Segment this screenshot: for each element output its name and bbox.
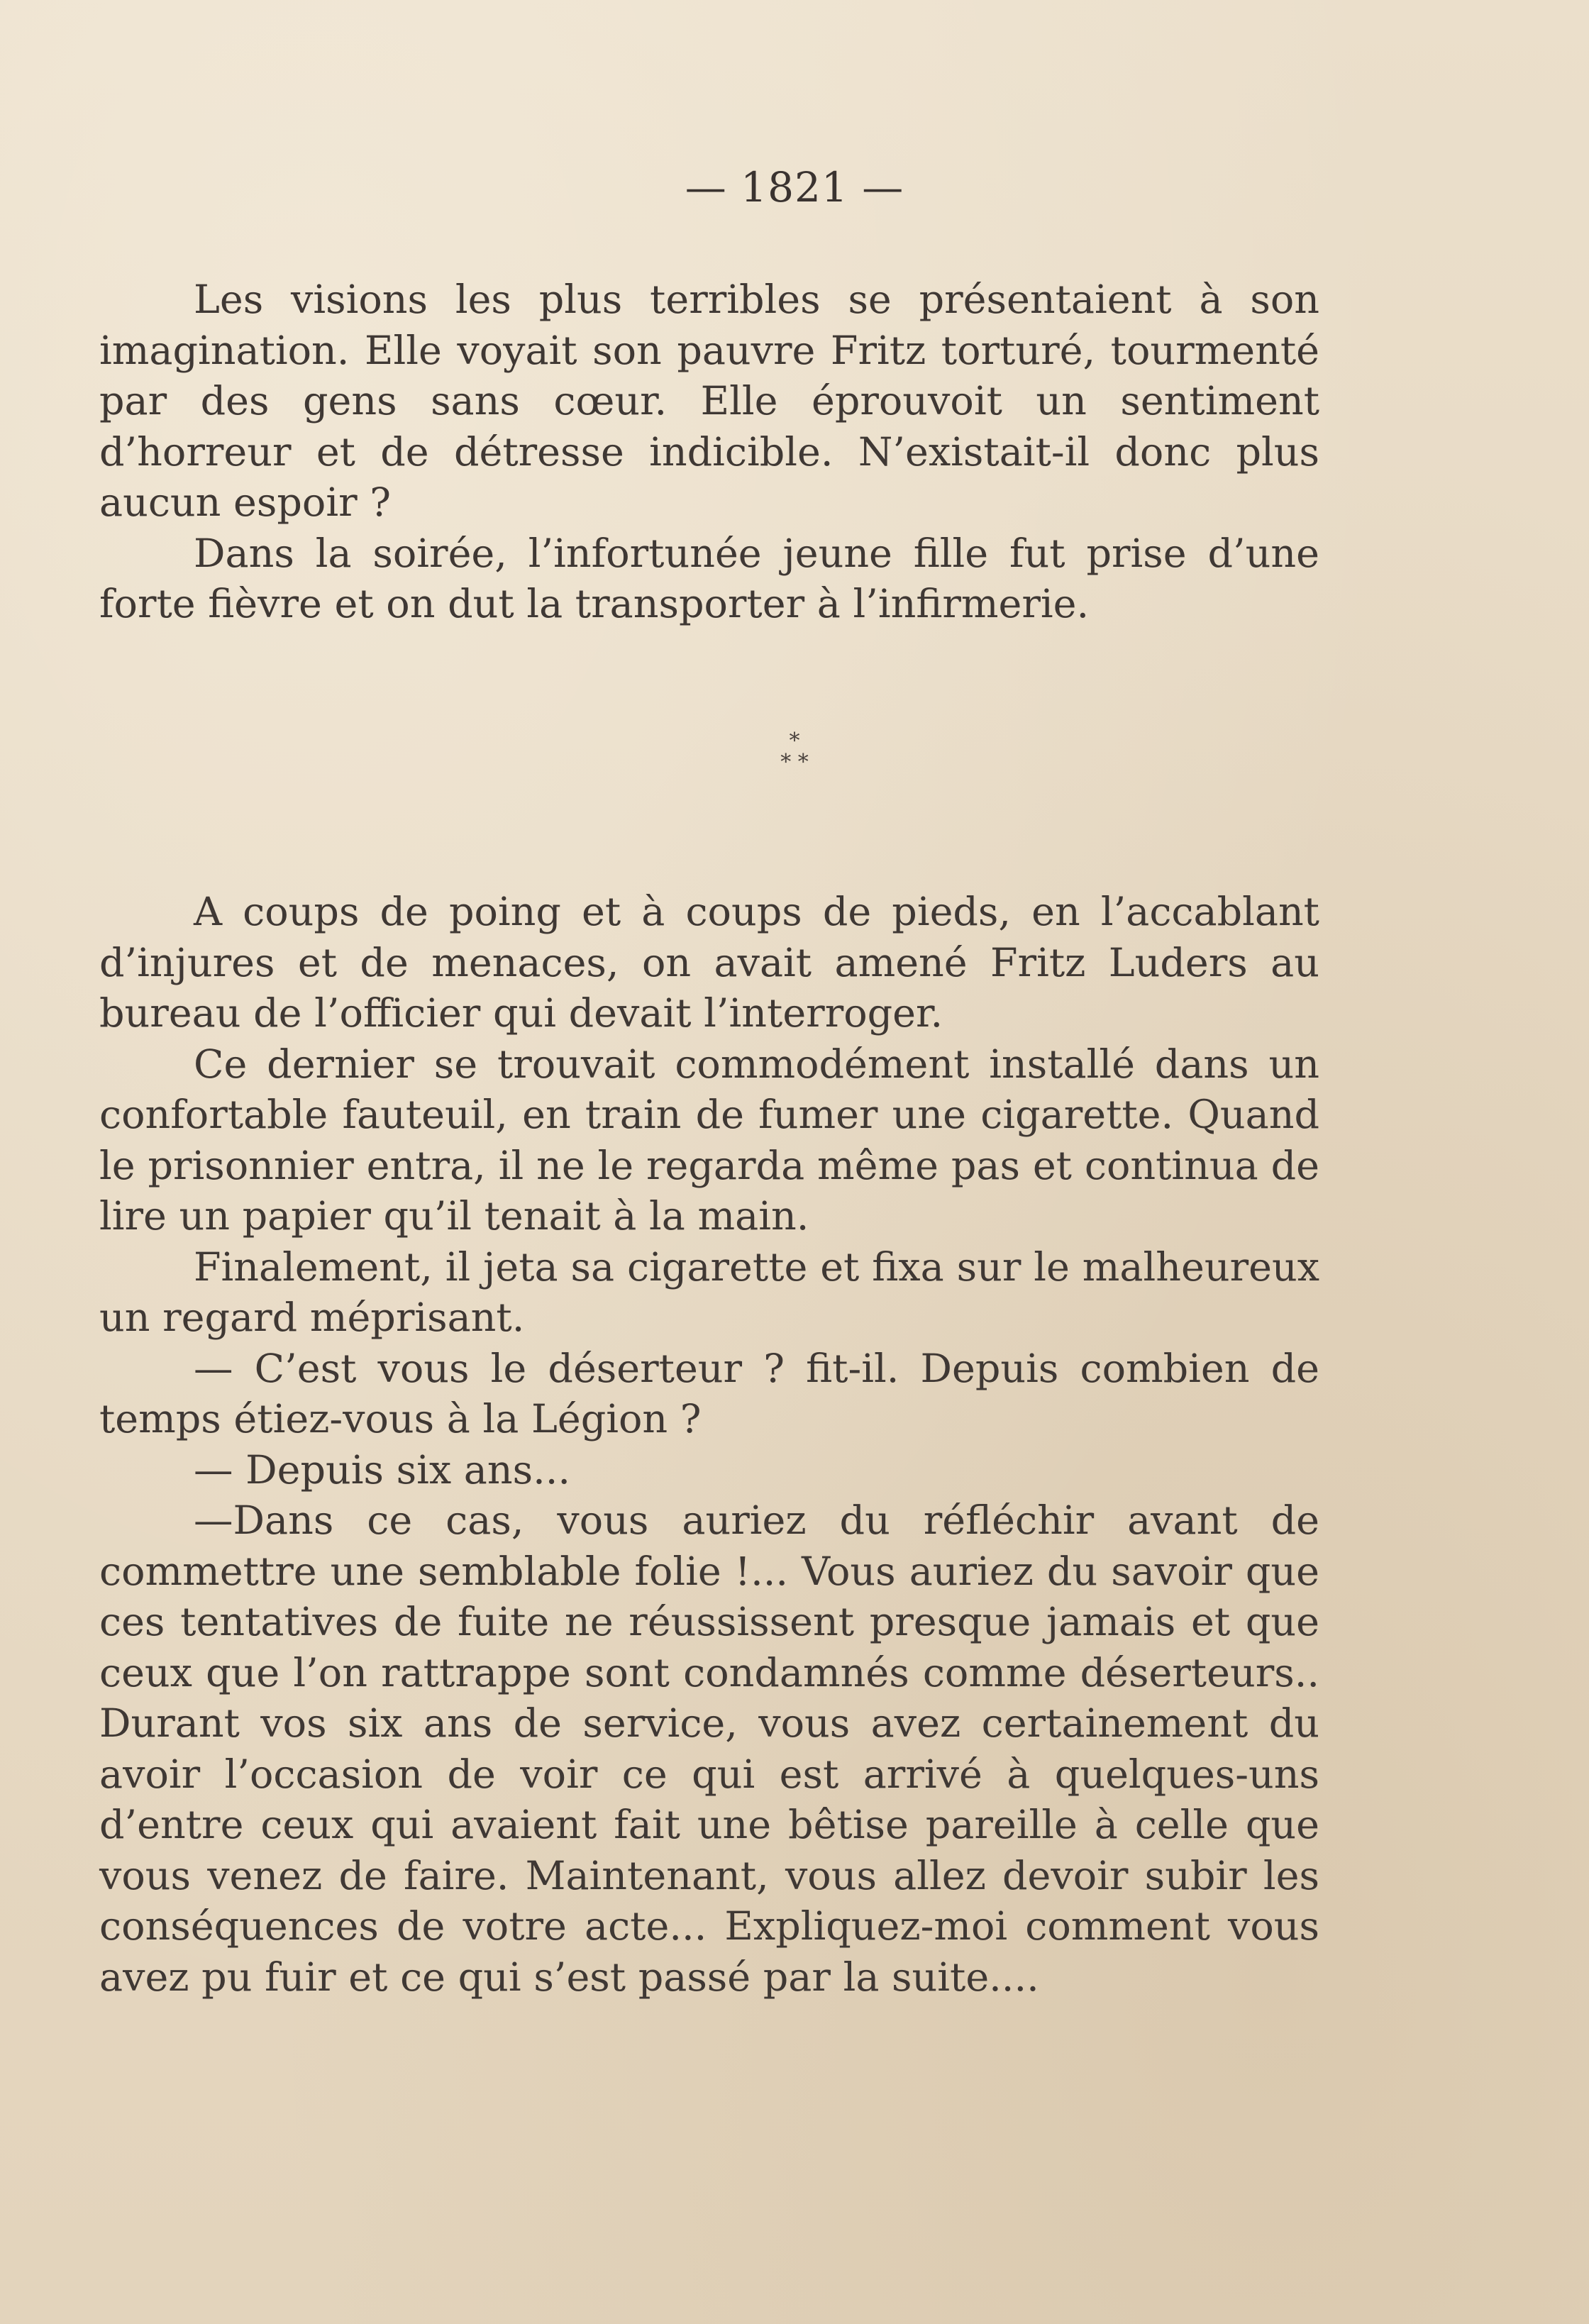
asterism-top: * [789,729,800,753]
text-section-1 [99,275,1319,630]
dialogue-line: — Depuis six ans... [194,1446,571,1493]
paragraph: Dans la soirée, l’infortunée jeune fille fut prise d’une forte fièvre et on dut la transporter à l’infirmerie. [99,530,1319,627]
paragraph: Finalement, il jeta sa cigarette et fixa sur le malheureux un regard méprisant. [99,1244,1319,1341]
asterism-bottom: * * [780,750,809,775]
dialogue-line: — C’est vous le déserteur ? fit-il. Depuis combien de temps étiez-vous à la Légion ? [99,1345,1319,1442]
text-section-2 [99,887,1319,2003]
page-number: — 1821 — [685,163,904,211]
paragraph: Les visions les plus terribles se présentaient à son imagination. Elle voyait son pauvre Fritz torturé, tourmenté par des gens sans cœur. Elle éprouvoit un sentiment d’horreur et de détresse indicible. N’existait-il donc plus aucun espoir ? [99,277,1319,526]
paragraph: Ce dernier se trouvait commodément installé dans un confortable fauteuil, en train de fumer une cigarette. Quand le prisonnier entra, il ne le regarda même pas et continua de lire un papier qu’il tenait à la main. [99,1041,1319,1239]
paragraph: A coups de poing et à coups de pieds, en l’accablant d’injures et de menaces, on avait amené Fritz Luders au bureau de l’officier qui devait l’interroger. [99,889,1319,1036]
section-separator-asterism [0,731,1589,787]
dialogue-line: —Dans ce cas, vous auriez du réfléchir avant de commettre une semblable folie !... Vous auriez du savoir que ces tentatives de fuite ne réussissent presque jamais et que ceux que l’on rattrappe sont condamnés comme déserteurs.. Durant vos six ans de service, vous avez certainement du avoir l’occasion de voir ce qui est arrivé à quelques-uns d’entre ceux qui avaient fait une bêtise pareille à celle que vous venez de faire. Maintenant, vous allez devoir subir les conséquences de votre acte... Expliquez-moi comment vous avez pu fuir et ce qui s’est passé par la suite.... [99,1498,1319,2001]
